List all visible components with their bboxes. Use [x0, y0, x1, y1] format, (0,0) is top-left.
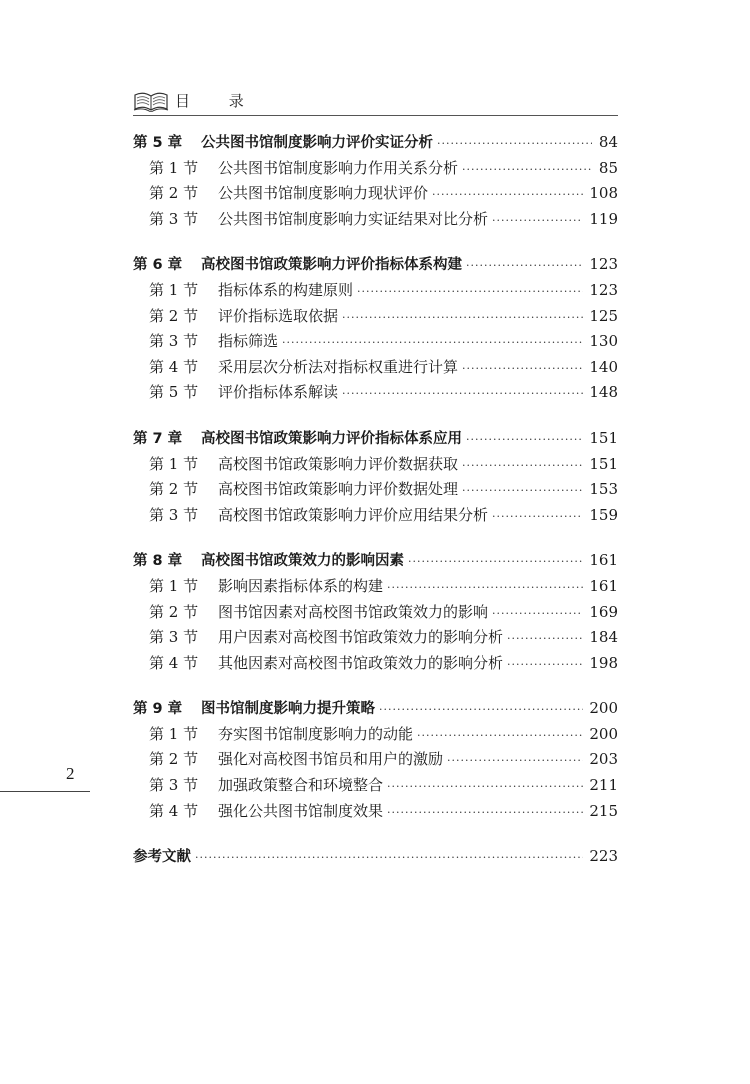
section-page: 161 — [589, 576, 618, 595]
dot-leader — [387, 800, 583, 826]
dot-leader — [342, 381, 583, 407]
toc-section-entry[interactable] — [133, 181, 618, 207]
toc-chapter-entry[interactable] — [133, 426, 618, 452]
section-title: 公共图书馆制度影响力现状评价 — [218, 184, 429, 203]
section-title: 公共图书馆制度影响力作用关系分析 — [218, 158, 459, 177]
toc-section-entry[interactable] — [133, 722, 618, 748]
dot-leader — [357, 279, 583, 305]
chapter-page: 151 — [589, 428, 618, 447]
page-number-rule — [0, 791, 90, 792]
section-page: 200 — [589, 724, 618, 743]
chapter-page: 161 — [589, 551, 618, 570]
section-page: 203 — [589, 750, 618, 769]
dot-leader — [195, 845, 583, 871]
section-title: 高校图书馆政策影响力评价应用结果分析 — [218, 505, 489, 524]
dot-leader — [507, 652, 583, 678]
section-label: 第 2 节 — [149, 602, 199, 621]
toc-chapter-entry[interactable] — [133, 696, 618, 722]
section-title: 采用层次分析法对指标权重进行计算 — [218, 357, 459, 376]
section-label: 第 1 节 — [149, 454, 199, 473]
header-rule — [133, 115, 618, 116]
dot-leader — [462, 157, 592, 183]
section-title: 评价指标选取依据 — [218, 306, 339, 325]
toc-section-entry[interactable] — [133, 304, 618, 330]
toc-section-entry[interactable] — [133, 329, 618, 355]
section-label: 第 1 节 — [149, 576, 199, 595]
dot-leader — [492, 504, 583, 530]
header-title: 目 录 — [175, 92, 261, 110]
toc-chapter-entry[interactable] — [133, 252, 618, 278]
toc-chapter-entry[interactable] — [133, 844, 618, 870]
chapter-title: 高校图书馆政策影响力评价指标体系构建 — [201, 257, 462, 274]
dot-leader — [492, 208, 583, 234]
section-label: 第 4 节 — [149, 357, 199, 376]
chapter-page: 84 — [598, 133, 618, 151]
chapter-label: 第 8 章 — [133, 553, 183, 570]
dot-leader — [387, 774, 583, 800]
chapter-page: 123 — [589, 255, 618, 274]
section-label: 第 4 节 — [149, 653, 199, 672]
section-label: 第 2 节 — [149, 480, 199, 499]
toc-section-entry[interactable] — [133, 355, 618, 381]
section-label: 第 3 节 — [149, 776, 199, 795]
chapter-title: 公共图书馆制度影响力评价实证分析 — [201, 135, 433, 151]
chapter-label: 第 9 章 — [133, 701, 183, 718]
dot-leader — [408, 549, 583, 575]
section-page: 184 — [589, 628, 618, 647]
section-title: 影响因素指标体系的构建 — [218, 576, 384, 595]
dot-leader — [466, 253, 583, 279]
dot-leader — [379, 697, 583, 723]
dot-leader — [387, 575, 583, 601]
toc-section-entry[interactable] — [133, 799, 618, 825]
section-label: 第 2 节 — [149, 306, 199, 325]
section-title: 高校图书馆政策影响力评价数据获取 — [218, 454, 459, 473]
toc-section-entry[interactable] — [133, 600, 618, 626]
dot-leader — [462, 356, 583, 382]
dot-leader — [492, 601, 583, 627]
chapter-block — [133, 426, 618, 528]
open-book-icon — [133, 90, 169, 112]
chapter-block — [133, 130, 618, 232]
section-page: 119 — [589, 209, 618, 228]
chapter-label: 第 7 章 — [133, 430, 183, 447]
dot-leader — [282, 330, 583, 356]
dot-leader — [462, 453, 583, 479]
chapter-label: 第 6 章 — [133, 257, 183, 274]
section-page: 151 — [589, 454, 618, 473]
section-page: 211 — [589, 776, 618, 795]
section-title: 评价指标体系解读 — [218, 383, 339, 402]
dot-leader — [447, 748, 583, 774]
chapter-title: 图书馆制度影响力提升策略 — [201, 701, 375, 718]
dot-leader — [466, 427, 583, 453]
section-page: 140 — [589, 357, 618, 376]
chapter-block — [133, 548, 618, 676]
chapter-block — [133, 696, 618, 824]
section-page: 108 — [589, 184, 618, 203]
toc-section-entry[interactable] — [133, 747, 618, 773]
section-page: 159 — [589, 505, 618, 524]
section-page: 169 — [589, 602, 618, 621]
chapter-label: 第 5 章 — [133, 135, 183, 151]
toc-chapter-entry[interactable] — [133, 130, 618, 156]
section-page: 153 — [589, 480, 618, 499]
section-page: 198 — [589, 653, 618, 672]
section-label: 第 5 节 — [149, 383, 199, 402]
toc-section-entry[interactable] — [133, 503, 618, 529]
section-title: 其他因素对高校图书馆政策效力的影响分析 — [218, 653, 504, 672]
chapter-title: 参考文献 — [133, 849, 191, 866]
section-title: 夯实图书馆制度影响力的动能 — [218, 724, 414, 743]
toc-section-entry[interactable] — [133, 574, 618, 600]
dot-leader — [432, 182, 583, 208]
section-title: 加强政策整合和环境整合 — [218, 776, 384, 795]
section-title: 指标体系的构建原则 — [218, 280, 354, 299]
toc-section-entry[interactable] — [133, 773, 618, 799]
table-of-contents — [133, 130, 618, 890]
page-number: 2 — [66, 764, 75, 783]
toc-section-entry[interactable] — [133, 380, 618, 406]
toc-section-entry[interactable] — [133, 207, 618, 233]
toc-section-entry[interactable] — [133, 477, 618, 503]
section-title: 图书馆因素对高校图书馆政策效力的影响 — [218, 602, 489, 621]
chapter-page: 223 — [589, 847, 618, 866]
section-title: 高校图书馆政策影响力评价数据处理 — [218, 480, 459, 499]
section-label: 第 2 节 — [149, 184, 199, 203]
section-label: 第 2 节 — [149, 750, 199, 769]
section-title: 用户因素对高校图书馆政策效力的影响分析 — [218, 628, 504, 647]
section-page: 148 — [589, 383, 618, 402]
chapter-page: 200 — [589, 699, 618, 718]
section-label: 第 4 节 — [149, 801, 199, 820]
chapter-block — [133, 252, 618, 406]
section-page: 215 — [589, 801, 618, 820]
chapter-title: 高校图书馆政策影响力评价指标体系应用 — [201, 430, 462, 447]
dot-leader — [462, 478, 583, 504]
section-title: 公共图书馆制度影响力实证结果对比分析 — [218, 209, 489, 228]
toc-section-entry[interactable] — [133, 651, 618, 677]
section-page: 123 — [589, 280, 618, 299]
toc-section-entry[interactable] — [133, 625, 618, 651]
dot-leader — [437, 131, 592, 157]
toc-section-entry[interactable] — [133, 156, 618, 182]
running-header — [133, 88, 618, 116]
toc-section-entry[interactable] — [133, 278, 618, 304]
section-label: 第 1 节 — [149, 724, 199, 743]
section-title: 强化公共图书馆制度效果 — [218, 801, 384, 820]
section-title: 指标筛选 — [218, 332, 279, 351]
section-page: 125 — [589, 306, 618, 325]
section-label: 第 3 节 — [149, 209, 199, 228]
section-label: 第 3 节 — [149, 332, 199, 351]
section-label: 第 3 节 — [149, 505, 199, 524]
section-page: 85 — [598, 158, 618, 177]
section-title: 强化对高校图书馆员和用户的激励 — [218, 750, 444, 769]
dot-leader — [507, 626, 583, 652]
toc-section-entry[interactable] — [133, 452, 618, 478]
dot-leader — [342, 305, 583, 331]
section-page: 130 — [589, 332, 618, 351]
section-label: 第 1 节 — [149, 158, 199, 177]
section-label: 第 1 节 — [149, 280, 199, 299]
dot-leader — [417, 723, 583, 749]
toc-chapter-entry[interactable] — [133, 548, 618, 574]
chapter-title: 高校图书馆政策效力的影响因素 — [201, 553, 404, 570]
section-label: 第 3 节 — [149, 628, 199, 647]
chapter-block — [133, 844, 618, 870]
